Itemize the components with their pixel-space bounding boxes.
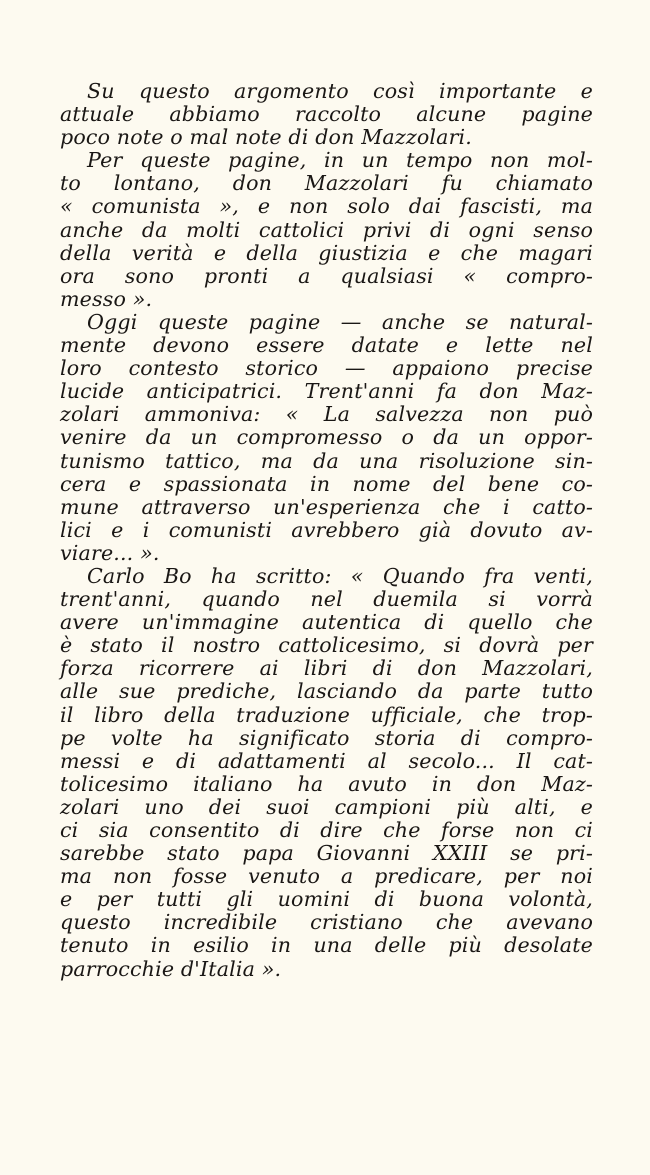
text-line: Su questo argomento così importante e [87, 79, 593, 103]
text-line: messi e di adattamenti al secolo... Il cat- [60, 748, 593, 773]
text-line: tunismo tattico, ma da una risoluzione sin- [60, 448, 593, 473]
text-line: ma non fosse venuto a predicare, per noi [60, 864, 593, 889]
text-line: attuale abbiamo raccolto alcune pagine [60, 102, 593, 127]
paragraph-1 [60, 80, 593, 149]
text-line: lucide anticipatrici. Trent'anni fa don Maz- [60, 379, 593, 404]
text-line: poco note o mal note di don Mazzolari. [60, 125, 472, 150]
text-line: cera e spassionata in nome del bene co- [60, 471, 593, 496]
text-line: il libro della traduzione ufficiale, che trop- [60, 702, 593, 727]
text-line: avere un'immagine autentica di quello che [60, 610, 593, 635]
text-line: alle sue prediche, lasciando da parte tutto [60, 679, 593, 704]
paragraph-2 [60, 149, 593, 311]
text-line: mune attraverso un'esperienza che i catto- [60, 494, 593, 519]
text-line: questo incredibile cristiano che avevano [60, 910, 593, 935]
text-line: e per tutti gli uomini di buona volontà, [60, 887, 593, 912]
text-line: zolari ammoniva: « La salvezza non può [60, 402, 593, 427]
book-page-text [60, 80, 593, 981]
text-line: loro contesto storico — appaiono precise [60, 356, 593, 381]
text-line: to lontano, don Mazzolari fu chiamato [60, 171, 593, 196]
text-line: Carlo Bo ha scritto: « Quando fra venti, [87, 563, 593, 588]
text-line: ora sono pronti a qualsiasi « compro- [60, 263, 593, 288]
text-line: viare... ». [60, 540, 160, 565]
text-line: parrocchie d'Italia ». [60, 956, 282, 981]
text-line: lici e i comunisti avrebbero già dovuto av- [60, 517, 593, 542]
text-line: forza ricorrere ai libri di don Mazzolari, [60, 656, 593, 681]
text-line: Per queste pagine, in un tempo non mol- [87, 148, 593, 173]
text-line: tolicesimo italiano ha avuto in don Maz- [60, 771, 593, 796]
text-line: « comunista », e non solo dai fascisti, ma [60, 194, 593, 219]
text-line: venire da un compromesso o da un oppor- [60, 425, 593, 450]
text-line: anche da molti cattolici privi di ogni senso [60, 217, 593, 242]
text-line: zolari uno dei suoi campioni più alti, e [60, 794, 593, 819]
text-line: messo ». [60, 286, 153, 311]
text-line: sarebbe stato papa Giovanni XXIII se pri- [60, 841, 593, 866]
text-line: della verità e della giustizia e che magari [60, 240, 593, 265]
text-line: tenuto in esilio in una delle più desolate [60, 933, 593, 958]
text-line: mente devono essere datate e lette nel [60, 333, 593, 358]
text-line: ci sia consentito di dire che forse non ci [60, 818, 593, 842]
paragraph-4 [60, 565, 593, 981]
text-line: trent'anni, quando nel duemila si vorrà [60, 587, 593, 612]
text-line: Oggi queste pagine — anche se natural- [87, 309, 593, 334]
paragraph-3 [60, 311, 593, 565]
text-line: è stato il nostro cattolicesimo, si dovrà per [60, 633, 593, 658]
text-line: pe volte ha significato storia di compro- [60, 725, 593, 750]
